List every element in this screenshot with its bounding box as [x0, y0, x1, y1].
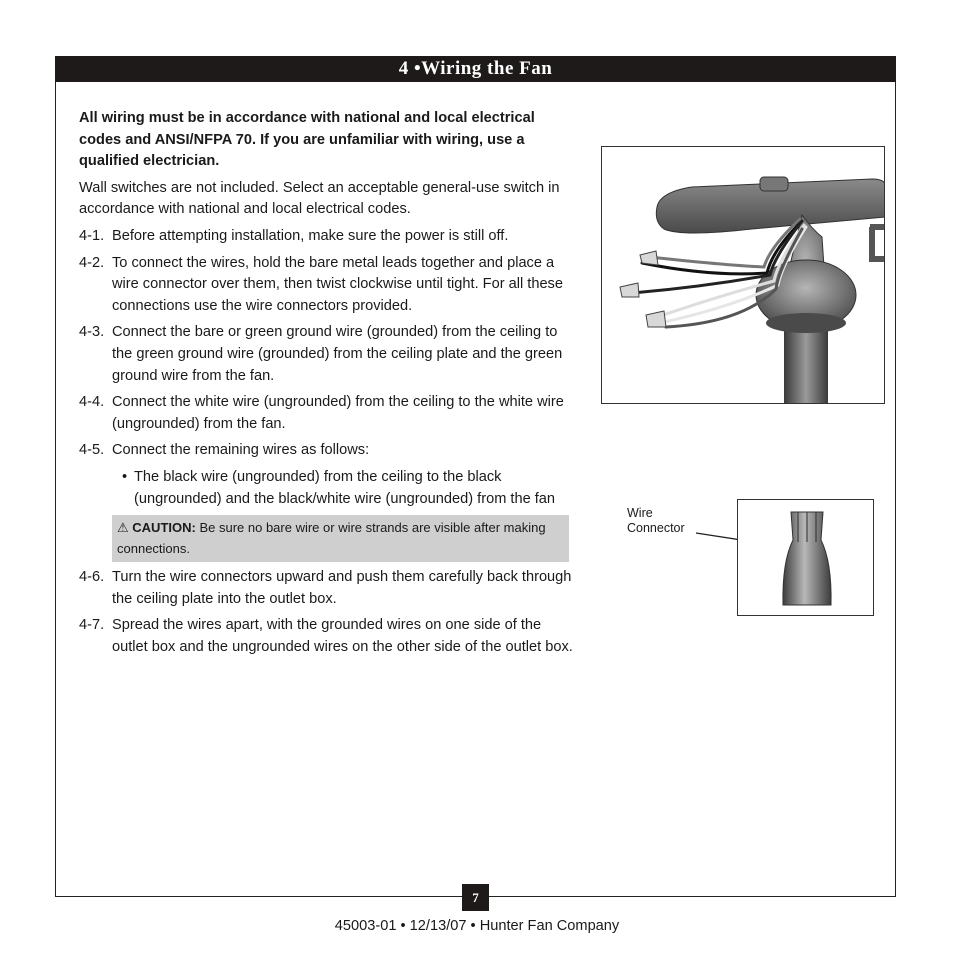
connector-drawing	[738, 500, 874, 616]
bullet-dot: •	[122, 468, 128, 485]
step-4-3	[79, 322, 573, 387]
warning-icon: ⚠	[117, 520, 129, 536]
caution-box	[112, 515, 569, 562]
wiring-warning: All wiring must be in accordance with national and local electrical codes and ANSI/NFPA 70. If you are unfamiliar with wiring, use a qualified electrician.	[79, 110, 535, 170]
step-4-4	[79, 392, 573, 435]
page-number: 7	[462, 884, 489, 911]
step-text: Spread the wires apart, with the grounded wires on one side of the outlet box and the ungrounded wires on the other side of the outlet box.	[112, 617, 573, 655]
switch-note: Wall switches are not included. Select an acceptable general-use switch in accordance with national and local electrical codes.	[79, 179, 560, 218]
wire-connector-label	[627, 506, 685, 536]
step-number: 4-2.	[79, 254, 105, 271]
label-line-2: Connector	[627, 521, 685, 535]
step-text: Connect the bare or green ground wire (grounded) from the ceiling to the green ground wire (grounded) from the ceiling plate and the green ground wire from the fan.	[112, 324, 563, 384]
step-4-1	[79, 226, 573, 248]
wire-bullet	[79, 467, 573, 510]
step-text: Turn the wire connectors upward and push them carefully back through the ceiling plate into the outlet box.	[112, 569, 572, 607]
wire-connector-illustration	[737, 499, 874, 616]
step-text: To connect the wires, hold the bare metal leads together and place a wire connector over them, then twist clockwise until tight. For all these connections use the wire connectors provided.	[112, 254, 563, 314]
fan-mount-drawing	[602, 147, 885, 404]
step-number: 4-7.	[79, 617, 105, 634]
step-text: Before attempting installation, make sure the power is still off.	[112, 227, 509, 244]
section-title: 4 •Wiring the Fan	[55, 56, 896, 82]
step-number: 4-3.	[79, 324, 105, 341]
instructions-column	[79, 108, 573, 663]
footer-text: 45003-01 • 12/13/07 • Hunter Fan Company	[334, 918, 620, 934]
step-number: 4-6.	[79, 569, 105, 586]
step-number: 4-4.	[79, 394, 105, 411]
step-4-7	[79, 615, 573, 658]
caution-text: Be sure no bare wire or wire strands are visible after making connections.	[117, 520, 546, 557]
step-4-6	[79, 567, 573, 610]
bullet-text: The black wire (ungrounded) from the ceiling to the black (ungrounded) and the black/white wire (ungrounded) from the fan	[134, 468, 556, 507]
step-text: Connect the white wire (ungrounded) from the ceiling to the white wire (ungrounded) from the fan.	[112, 394, 564, 432]
wiring-illustration	[601, 146, 885, 404]
step-number: 4-1.	[79, 227, 105, 244]
step-number: 4-5.	[79, 442, 105, 459]
caution-label: CAUTION:	[132, 520, 196, 536]
step-4-5	[79, 440, 573, 462]
label-line-1: Wire	[627, 506, 653, 520]
step-4-2	[79, 253, 573, 318]
step-text: Connect the remaining wires as follows:	[112, 442, 370, 459]
